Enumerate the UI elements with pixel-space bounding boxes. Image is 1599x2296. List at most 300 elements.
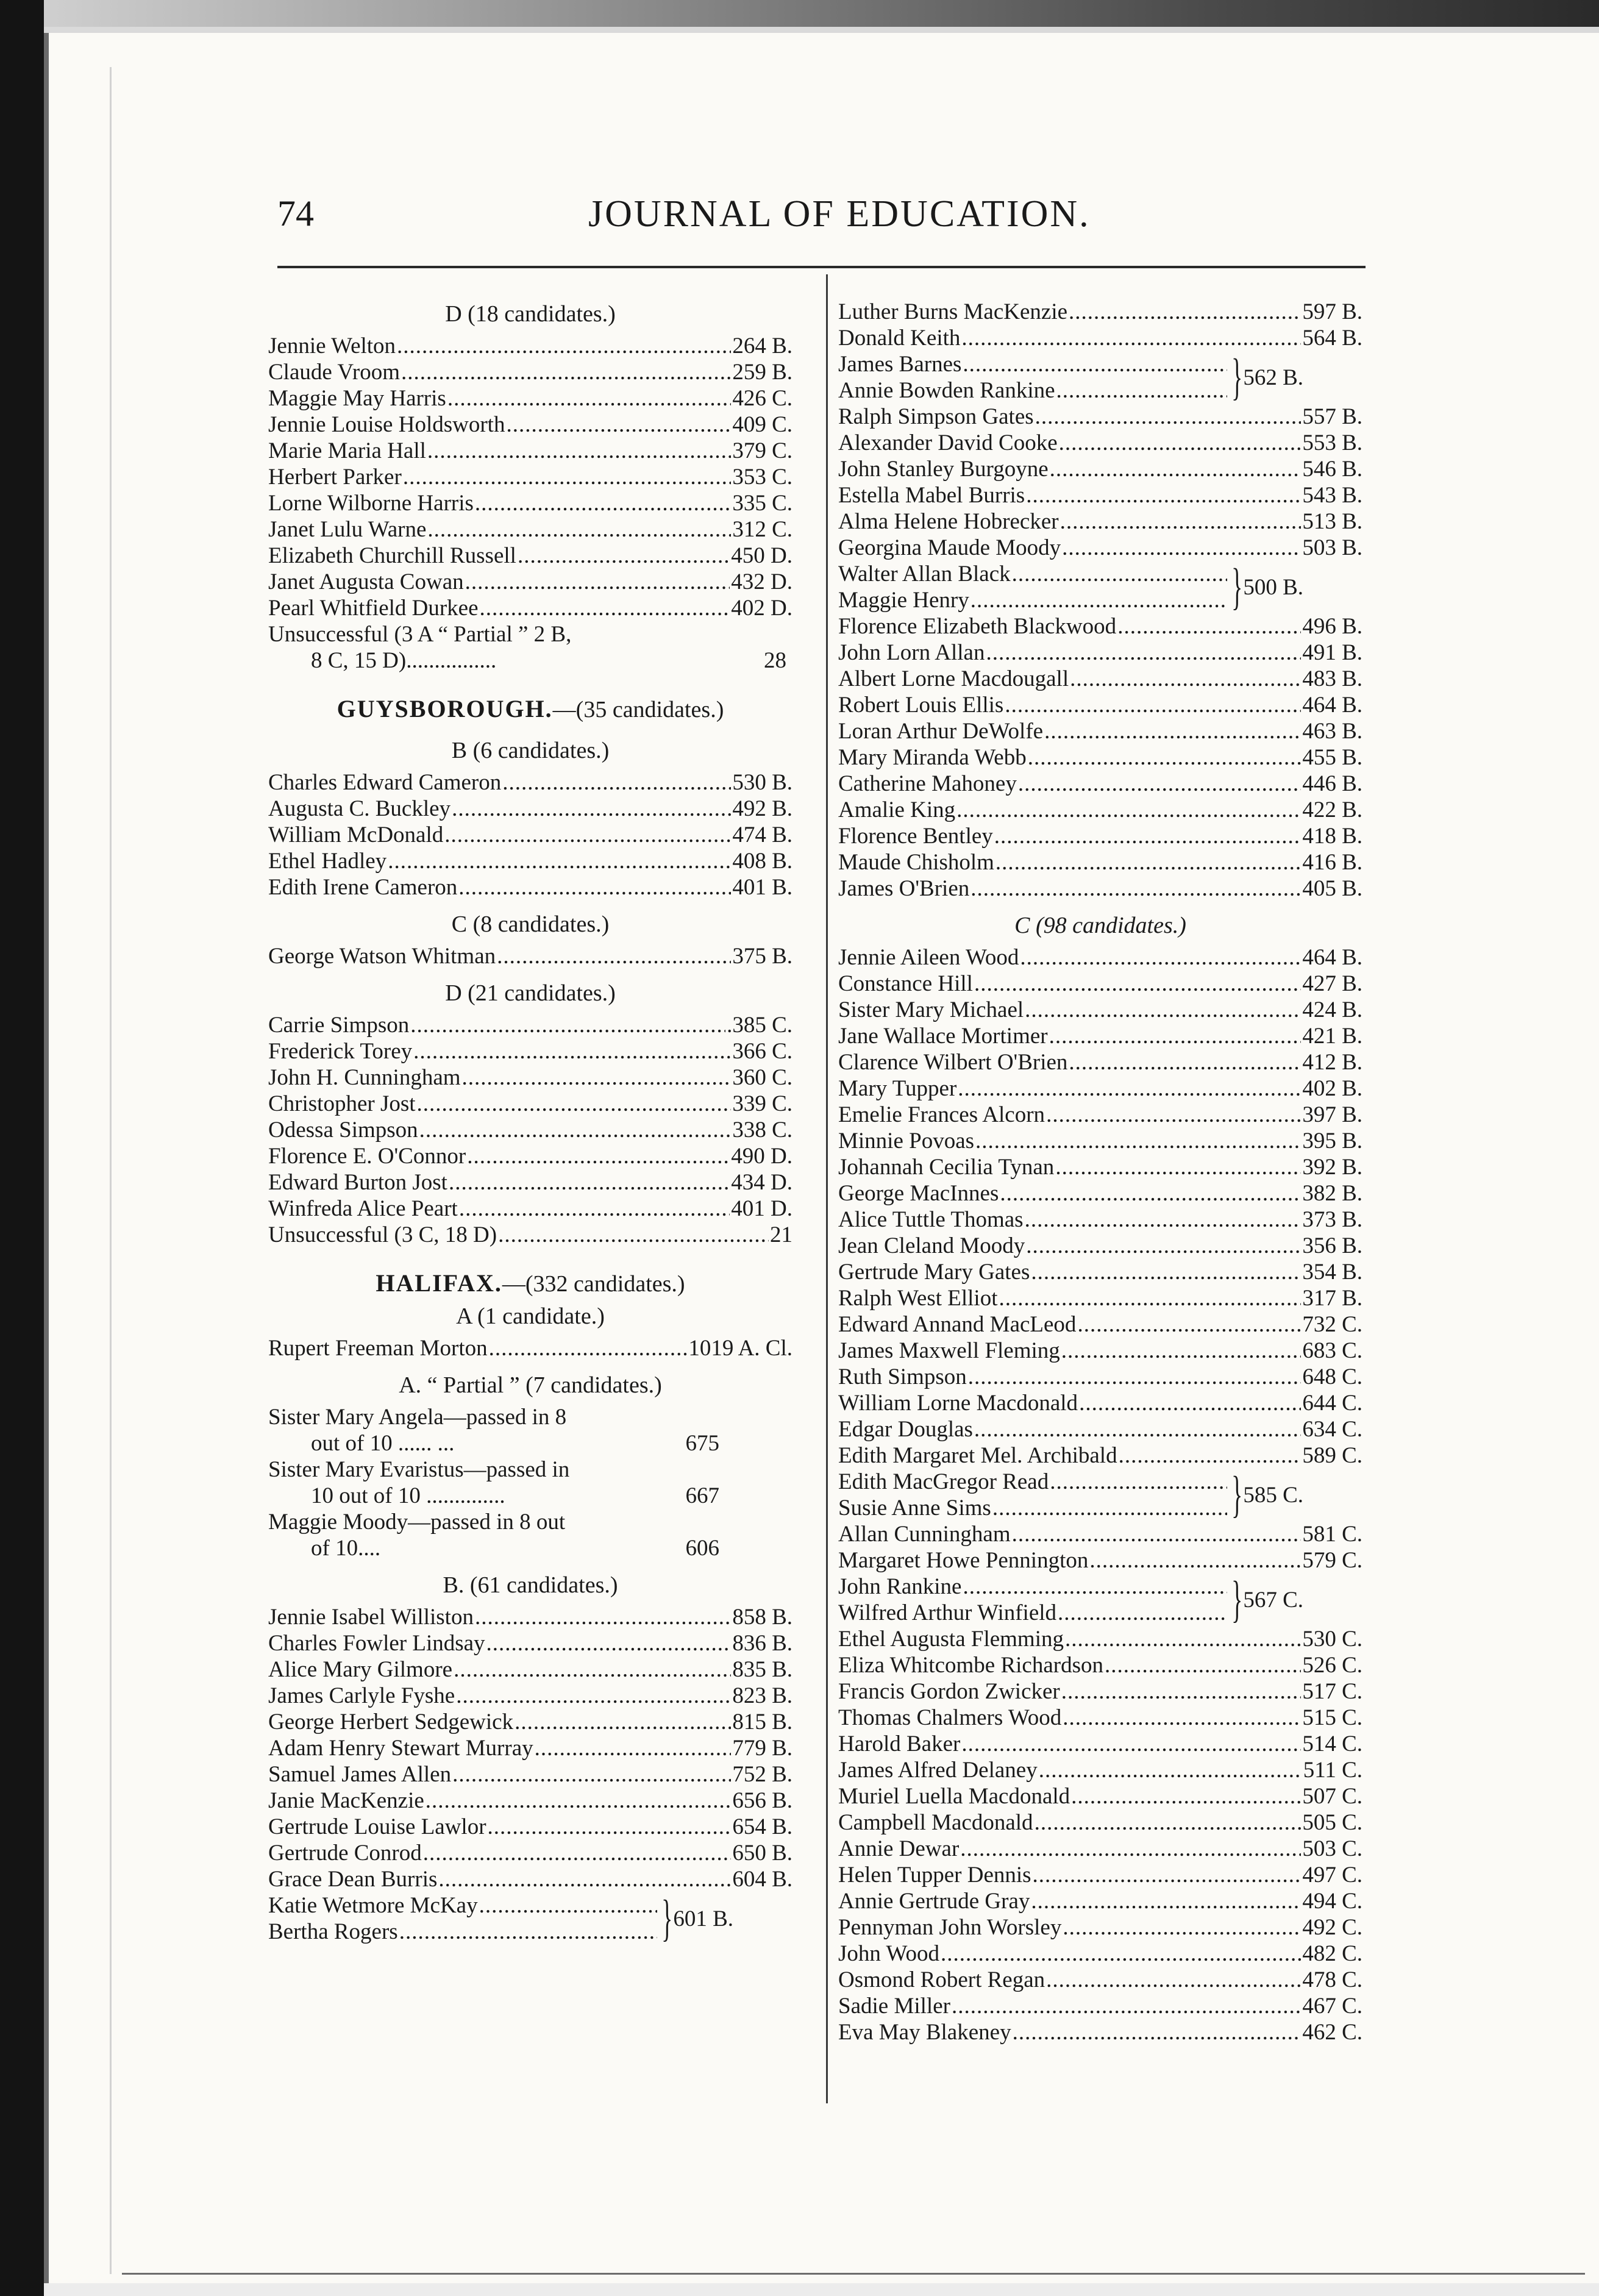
leader-dots: [1000, 1180, 1301, 1207]
leader-dots: [1046, 1102, 1301, 1128]
leader-dots: [1026, 1233, 1301, 1259]
tie-names: [838, 1574, 1228, 1626]
leader-dots: [1117, 613, 1301, 640]
candidate-name: Luther Burns MacKenzie: [838, 299, 1068, 324]
result-row: [838, 997, 1362, 1023]
leader-dots: [506, 412, 731, 438]
candidate-name: Charles Edward Cameron: [268, 770, 502, 795]
candidate-name: Maggie May Harris: [268, 386, 446, 411]
candidate-name: Charles Fowler Lindsay: [268, 1631, 485, 1656]
candidate-score: 683 C.: [1302, 1338, 1362, 1363]
candidate-name: Edgar Douglas: [838, 1417, 973, 1442]
section-heading: D (18 candidates.): [445, 301, 616, 327]
result-row: [268, 438, 792, 464]
candidate-name: Thomas Chalmers Wood: [838, 1705, 1062, 1730]
candidate-name: Harold Baker: [838, 1731, 961, 1756]
leader-dots: [1012, 561, 1227, 587]
partial-entry-value: 606: [685, 1536, 719, 1561]
result-row: [838, 692, 1362, 718]
candidate-score: 427 B.: [1302, 971, 1362, 996]
result-row: [838, 456, 1362, 482]
partial-entry-summary: [268, 1535, 719, 1561]
leader-dots: [1119, 1442, 1302, 1469]
result-row: [268, 1143, 792, 1169]
candidate-score: 492 C.: [1302, 1915, 1362, 1940]
result-list: [268, 1604, 792, 1892]
partial-entry-text: 10 out of 10 ..............: [311, 1483, 505, 1508]
result-row: [268, 1604, 792, 1630]
candidate-name: Margaret Howe Pennington: [838, 1548, 1089, 1573]
candidate-score: 382 B.: [1302, 1181, 1362, 1206]
candidate-score: .385 C.: [727, 1013, 792, 1038]
leader-dots: [986, 640, 1301, 666]
leader-dots: [1065, 1626, 1301, 1652]
result-row: [838, 1521, 1362, 1547]
result-row: [268, 1683, 792, 1709]
candidate-name: Edith Irene Cameron: [268, 875, 458, 900]
candidate-score: 503 C.: [1302, 1836, 1362, 1861]
result-row: [838, 1757, 1362, 1783]
candidate-name: James Barnes: [838, 352, 962, 377]
candidate-score: 467 C.: [1302, 1994, 1362, 2019]
candidate-name: Annie Gertrude Gray: [838, 1889, 1030, 1914]
leader-dots: [515, 1709, 731, 1735]
candidate-score: 434 D.: [731, 1170, 792, 1195]
section-heading: B. (61 candidates.): [443, 1572, 618, 1598]
candidate-name: Minnie Povoas: [838, 1128, 975, 1153]
partial-entry-line-2: 10 out of 10: [311, 1483, 421, 1508]
leader-dots: [952, 1993, 1301, 2019]
result-row: [838, 1285, 1362, 1311]
leader-dots: [488, 1814, 732, 1840]
leader-dots: [1059, 430, 1302, 456]
candidate-score: 654 B.: [732, 1814, 792, 1839]
leader-dots: [1063, 1705, 1301, 1731]
candidate-score: 259 B.: [732, 360, 792, 385]
candidate-name: Eliza Whitcombe Richardson: [838, 1653, 1103, 1678]
candidate-name: Edith Margaret Mel. Archibald: [838, 1443, 1117, 1468]
result-row: [838, 377, 1228, 404]
candidate-score: 464 B.: [1302, 693, 1362, 718]
left-column: [268, 299, 792, 1945]
unsuccessful-summary: [268, 647, 786, 674]
candidate-score: 478 C.: [1302, 1967, 1362, 1992]
partial-entry-text: of 10....: [311, 1536, 381, 1561]
candidate-name: Lorne Wilborne Harris: [268, 491, 474, 516]
leader-dots: [963, 1574, 1227, 1600]
leader-dots: [1061, 1338, 1302, 1364]
leader-dots: [486, 1630, 732, 1656]
tie-names: [838, 351, 1228, 404]
candidate-name: George Herbert Sedgewick: [268, 1710, 514, 1734]
candidate-name: Maggie Henry: [838, 588, 969, 613]
partial-entry-line: Sister Mary Evaristus—passed in: [268, 1457, 570, 1482]
section-heading: B (6 candidates.): [451, 738, 610, 763]
leader-dots: [479, 1892, 657, 1919]
leader-dots: [1031, 1259, 1301, 1285]
candidate-score: 418 B.: [1302, 824, 1362, 849]
candidate-score: 482 C.: [1302, 1941, 1362, 1966]
candidate-name: Alice Tuttle Thomas: [838, 1207, 1024, 1232]
leader-dots: [462, 1064, 732, 1091]
leader-dots: [1046, 1967, 1301, 1993]
leader-dots: [974, 1416, 1301, 1442]
result-row: [268, 1012, 792, 1038]
brace-glyph: }: [1231, 349, 1243, 405]
candidate-score: 422 B.: [1302, 797, 1362, 822]
result-row: [838, 508, 1362, 535]
candidate-name: Elizabeth Churchill Russell: [268, 543, 516, 568]
result-row: [268, 874, 792, 900]
candidate-score: 530 B.: [732, 770, 792, 795]
leader-dots: [1035, 404, 1302, 430]
candidate-score: 597 B.: [1302, 299, 1362, 324]
candidate-score: 514 C.: [1302, 1731, 1362, 1756]
candidate-score: 496 B.: [1302, 614, 1362, 639]
candidate-score: 392 B.: [1302, 1155, 1362, 1180]
leader-dots: [999, 1285, 1302, 1311]
leader-dots: [1077, 1311, 1301, 1338]
candidate-score: 356 B.: [1302, 1233, 1362, 1258]
leader-dots: [452, 1761, 731, 1788]
candidate-name: Winfreda Alice Peart: [268, 1196, 458, 1221]
candidate-score: 462 C.: [1302, 2020, 1362, 2045]
candidate-name: Jennie Welton: [268, 333, 396, 358]
leader-dots: [1025, 1207, 1302, 1233]
candidate-name: Adam Henry Stewart Murray: [268, 1736, 533, 1761]
tie-names: [838, 1469, 1228, 1521]
candidate-name: Muriel Luella Macdonald: [838, 1784, 1070, 1809]
candidate-name: Annie Bowden Rankine: [838, 378, 1055, 403]
tie-value: 585 C.: [1243, 1482, 1304, 1508]
candidate-name: John Stanley Burgoyne: [838, 457, 1049, 482]
candidate-score: 656 B.: [732, 1788, 792, 1813]
result-row: [838, 666, 1362, 692]
result-row: [838, 849, 1362, 875]
candidate-score: 379 C.: [732, 438, 792, 463]
candidate-score: 564 B.: [1302, 326, 1362, 351]
tie-group: [838, 1571, 1362, 1628]
candidate-score: 650 B.: [732, 1841, 792, 1866]
candidate-name: Florence Elizabeth Blackwood: [838, 614, 1117, 639]
candidate-name: John Wood: [838, 1941, 939, 1966]
leader-dots: [399, 1919, 657, 1945]
leader-dots: [427, 438, 731, 464]
leader-dots: [449, 1169, 730, 1196]
result-row: [838, 944, 1362, 971]
result-row: [268, 1064, 792, 1091]
leader-dots: [427, 516, 731, 543]
leader-dots: [963, 351, 1227, 377]
candidate-score: 492 B.: [732, 796, 792, 821]
candidate-score: 401 B.: [732, 875, 792, 900]
candidate-score: 426 C.: [732, 386, 792, 411]
leader-dots: [458, 874, 731, 900]
top-scan-band-light: [44, 27, 1599, 33]
leader-dots: [1050, 1469, 1227, 1495]
candidate-score: 515 C.: [1302, 1705, 1362, 1730]
leader-dots: [1005, 692, 1301, 718]
candidate-name: Janet Lulu Warne: [268, 517, 427, 542]
leader-dots: [1070, 666, 1301, 692]
result-row: [838, 1600, 1228, 1626]
leader-dots: [1044, 718, 1301, 744]
leader-dots: [454, 1656, 731, 1683]
brace-glyph: }: [1231, 558, 1243, 615]
leader-dots: [1061, 1678, 1302, 1705]
county-count: —(332 candidates.): [502, 1271, 685, 1297]
result-row: [838, 1049, 1362, 1075]
result-list: [838, 613, 1362, 902]
result-row: [838, 1888, 1362, 1914]
candidate-name: Osmond Robert Regan: [838, 1967, 1045, 1992]
candidate-name: John H. Cunningham: [268, 1065, 461, 1090]
result-row: [838, 1783, 1362, 1809]
candidate-score: 503 B.: [1302, 535, 1362, 560]
candidate-score: 416 B.: [1302, 850, 1362, 875]
result-row: [838, 2019, 1362, 2045]
result-row: [838, 1652, 1362, 1678]
candidate-score: 450 D.: [731, 543, 792, 568]
leader-dots: [1018, 771, 1301, 797]
candidate-score: 779 B.: [732, 1736, 792, 1761]
leader-dots: [961, 1731, 1301, 1757]
result-row: [268, 1196, 792, 1222]
result-row: [268, 822, 792, 848]
leader-dots: [413, 1038, 731, 1064]
result-row: [838, 1836, 1362, 1862]
result-row: [838, 1154, 1362, 1180]
candidate-score: 421 B.: [1302, 1024, 1362, 1049]
unsuccessful-count: 28: [764, 648, 786, 673]
tie-value: 562 B.: [1243, 365, 1304, 390]
result-row: [268, 1788, 792, 1814]
leader-dots: [1035, 1809, 1302, 1836]
result-row: [838, 1547, 1362, 1574]
candidate-score: 579 C.: [1302, 1548, 1362, 1573]
result-row: [838, 351, 1228, 377]
result-list: [838, 944, 1362, 1469]
result-list: [268, 333, 792, 621]
leader-dots: [1069, 1049, 1301, 1075]
candidate-score: 463 B.: [1302, 719, 1362, 744]
candidate-name: Walter Allan Black: [838, 562, 1011, 586]
journal-title: JOURNAL OF EDUCATION.: [588, 193, 1091, 235]
candidate-name: Francis Gordon Zwicker: [838, 1679, 1060, 1704]
candidate-score: 424 B.: [1302, 997, 1362, 1022]
leader-dots: [958, 1075, 1301, 1102]
result-list: [268, 769, 792, 900]
leader-dots: [444, 822, 731, 848]
leader-dots: [410, 1012, 725, 1038]
result-row: [268, 1892, 658, 1919]
candidate-name: Ralph Simpson Gates: [838, 404, 1034, 429]
candidate-name: Carrie Simpson: [268, 1013, 410, 1038]
result-row: [268, 1335, 792, 1361]
candidate-name: James O'Brien: [838, 876, 970, 901]
candidate-score: 483 B.: [1302, 666, 1362, 691]
candidate-score: 412 B.: [1302, 1050, 1362, 1075]
result-list: [268, 1335, 792, 1361]
candidate-score: 526 C.: [1302, 1653, 1362, 1678]
candidate-score: 1019 A. Cl.: [688, 1336, 792, 1361]
candidate-name: Odessa Simpson: [268, 1118, 418, 1143]
result-row: [838, 640, 1362, 666]
column-divider: [826, 274, 828, 2103]
brace-glyph: }: [1231, 1466, 1243, 1523]
partial-entry-line: Maggie Moody—passed in 8 out: [268, 1510, 566, 1535]
leader-dots: [459, 1196, 730, 1222]
candidate-name: Ethel Hadley: [268, 849, 387, 874]
candidate-name: Albert Lorne Macdougall: [838, 666, 1069, 691]
candidate-score: 405 B.: [1302, 876, 1362, 901]
result-list: [838, 1626, 1362, 2045]
leader-dots: [518, 543, 730, 569]
candidate-score: 752 B.: [732, 1762, 792, 1787]
candidate-name: James Maxwell Fleming: [838, 1338, 1060, 1363]
candidate-name: Janet Augusta Cowan: [268, 569, 464, 594]
result-row: [838, 1207, 1362, 1233]
candidate-name: Constance Hill: [838, 971, 973, 996]
leader-dots: [1039, 1757, 1302, 1783]
leader-dots: [401, 359, 731, 385]
leader-dots: [960, 1836, 1301, 1862]
result-row: [838, 1023, 1362, 1049]
candidate-name: Jennie Isabel Williston: [268, 1605, 474, 1630]
leader-dots: [1060, 508, 1302, 535]
result-row: [838, 1364, 1362, 1390]
result-row: [838, 1102, 1362, 1128]
tie-group: [838, 1466, 1362, 1523]
candidate-name: Samuel James Allen: [268, 1762, 452, 1787]
result-row: [838, 1731, 1362, 1757]
result-row: [838, 1862, 1362, 1888]
candidate-name: William Lorne Macdonald: [838, 1391, 1078, 1416]
result-row: [268, 333, 792, 359]
page-edge-shadow: [0, 0, 44, 2296]
candidate-score: 402 D.: [731, 596, 792, 621]
candidate-name: Gertrude Mary Gates: [838, 1260, 1030, 1285]
result-row: [268, 1866, 792, 1892]
partial-entry-summary: [268, 1483, 719, 1509]
candidate-name: Rupert Freeman Morton: [268, 1336, 488, 1361]
result-row: [268, 359, 792, 385]
result-row: [838, 1495, 1228, 1521]
candidate-score: 634 C.: [1302, 1417, 1362, 1442]
tie-names: [838, 561, 1228, 613]
bottom-rule: [122, 2273, 1585, 2275]
candidate-score: 546 B.: [1302, 457, 1362, 482]
partial-entry-line-2: out of 10: [311, 1431, 393, 1456]
result-row: [838, 1075, 1362, 1102]
result-row: [838, 430, 1362, 456]
leader-dots: [489, 1335, 688, 1361]
candidate-score: 543 B.: [1302, 483, 1362, 508]
leader-dots: [956, 797, 1301, 823]
candidate-name: Janie MacKenzie: [268, 1788, 424, 1813]
candidate-score: 474 B.: [732, 822, 792, 847]
leader-dots: [419, 1117, 732, 1143]
result-row: [838, 299, 1362, 325]
county-name: GUYSBOROUGH.: [337, 695, 553, 722]
result-row: [268, 385, 792, 412]
result-row: [268, 1709, 792, 1735]
candidate-name: Ruth Simpson: [838, 1364, 967, 1389]
candidate-name: Loran Arthur DeWolfe: [838, 719, 1044, 744]
tie-group: [268, 1892, 792, 1945]
candidate-name: Susie Anne Sims: [838, 1496, 991, 1521]
candidate-name: Mary Miranda Webb: [838, 745, 1027, 770]
result-row: [838, 771, 1362, 797]
leader-dots: [1033, 1862, 1302, 1888]
candidate-score: 21: [770, 1222, 792, 1247]
candidate-score: 397 B.: [1302, 1102, 1362, 1127]
result-row: [268, 1735, 792, 1761]
candidate-name: Herbert Parker: [268, 465, 402, 490]
candidate-name: James Carlyle Fyshe: [268, 1683, 455, 1708]
result-row: [838, 404, 1362, 430]
candidate-name: Helen Tupper Dennis: [838, 1863, 1031, 1888]
candidate-score: 491 B.: [1302, 640, 1362, 665]
candidate-score: 815 B.: [732, 1710, 792, 1734]
leader-dots: [1012, 1521, 1302, 1547]
candidate-name: Estella Mabel Burris: [838, 483, 1025, 508]
candidate-name: Claude Vroom: [268, 360, 400, 385]
partial-entry-summary: [268, 1430, 719, 1456]
result-row: [838, 744, 1362, 771]
candidate-score: 366 C.: [732, 1039, 792, 1064]
candidate-name: Emelie Frances Alcorn: [838, 1102, 1045, 1127]
leader-dots: [994, 823, 1302, 849]
leader-dots: [417, 1091, 732, 1117]
candidate-score: 360 C.: [732, 1065, 792, 1090]
tie-value: 601 B.: [673, 1906, 734, 1931]
leader-dots: [1026, 482, 1301, 508]
candidate-score: 335 C.: [732, 491, 792, 516]
candidate-score: 505 C.: [1302, 1810, 1362, 1835]
candidate-score: 490 D.: [731, 1144, 792, 1169]
candidate-score: 497 C.: [1302, 1863, 1362, 1888]
result-row: [838, 1626, 1362, 1652]
leader-dots: [1025, 997, 1301, 1023]
candidate-name: Eva May Blakeney: [838, 2020, 1011, 2045]
candidate-score: 858 B.: [732, 1605, 792, 1630]
leader-dots: [456, 1683, 731, 1709]
candidate-score: 353 C.: [732, 465, 792, 490]
candidate-score: 455 B.: [1302, 745, 1362, 770]
result-row: [838, 1993, 1362, 2019]
candidate-score: 312 C.: [732, 517, 792, 542]
result-row: [838, 1809, 1362, 1836]
result-row: [838, 1705, 1362, 1731]
candidate-name: Christopher Jost: [268, 1091, 416, 1116]
brace-glyph: }: [661, 1890, 673, 1947]
candidate-score: 464 B.: [1302, 945, 1362, 970]
result-row: [838, 1311, 1362, 1338]
candidate-score: 494 C.: [1302, 1889, 1362, 1914]
candidate-score: 409 C.: [732, 412, 792, 437]
result-row: [268, 543, 792, 569]
result-row: [268, 1840, 792, 1866]
candidate-name: Pennyman John Worsley: [838, 1915, 1062, 1940]
result-list: [268, 1012, 792, 1248]
candidate-name: Florence Bentley: [838, 824, 993, 849]
candidate-score: 338 C.: [732, 1118, 792, 1143]
candidate-name: Ralph West Elliot: [838, 1286, 998, 1311]
candidate-name: Georgina Maude Moody: [838, 535, 1061, 560]
result-row: [268, 412, 792, 438]
leader-dots: [1049, 1023, 1302, 1049]
